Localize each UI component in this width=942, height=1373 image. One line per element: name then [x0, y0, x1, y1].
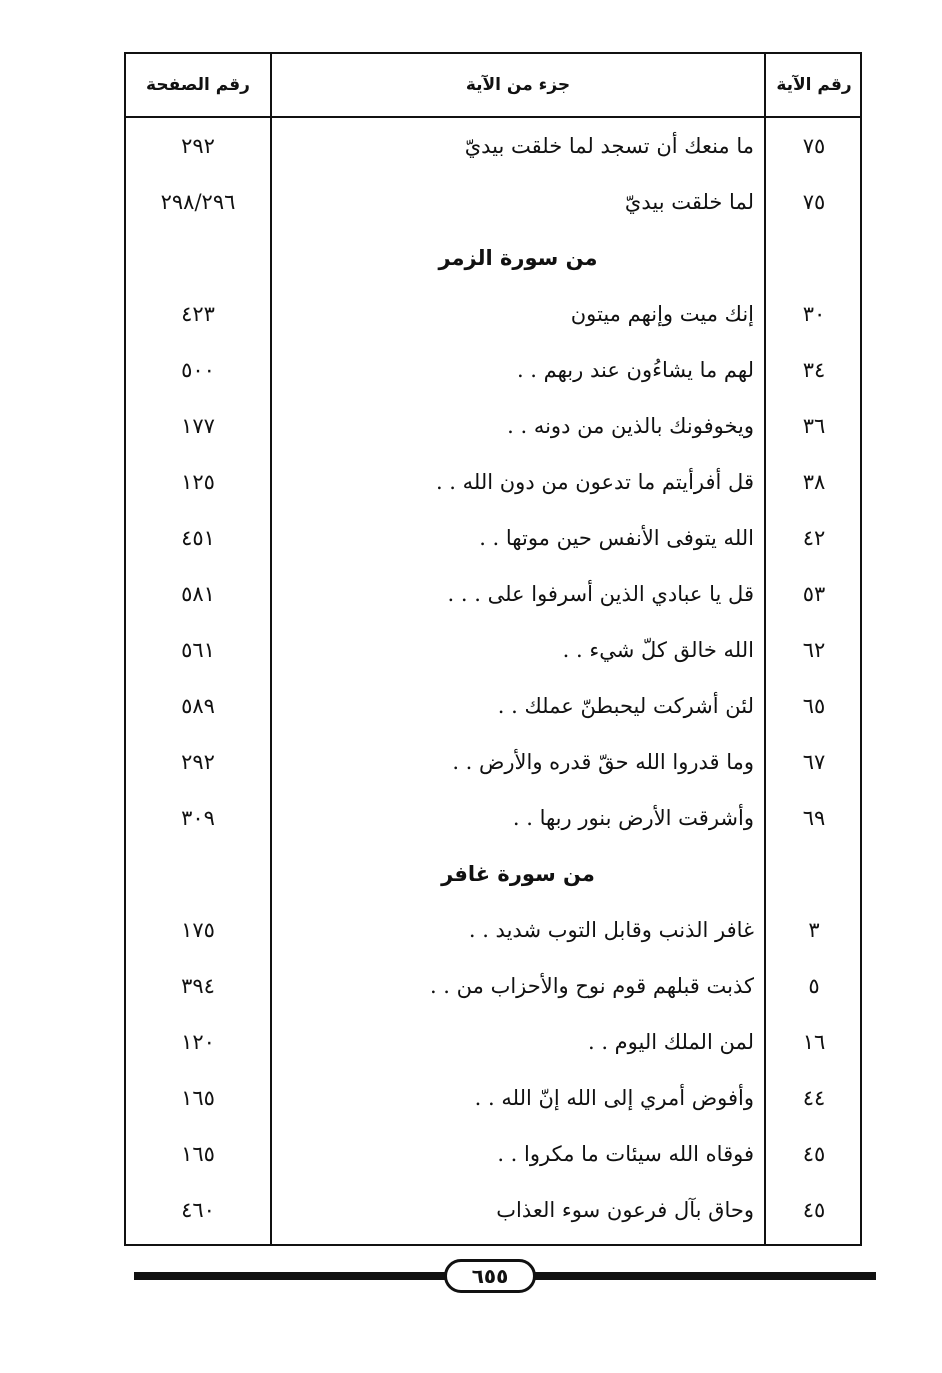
table-row — [126, 174, 860, 230]
page-ref: ١٧٥ — [181, 918, 215, 942]
table-row — [126, 790, 860, 846]
ayah-number: ٦٧ — [802, 750, 826, 774]
ayah-number: ٥٣ — [802, 582, 826, 606]
ayah-text: كذبت قبلهم قوم نوح والأحزاب من . . — [429, 974, 754, 998]
table-row — [126, 622, 860, 678]
table-row — [126, 902, 860, 958]
ayah-number: ٧٥ — [802, 134, 826, 158]
index-table — [124, 52, 862, 1246]
ayah-text: وحاق بآل فرعون سوء العذاب — [496, 1198, 754, 1222]
page-ref: ٥٦١ — [181, 638, 215, 662]
ayah-number: ٦٢ — [802, 638, 826, 662]
ayah-text: وأشرقت الأرض بنور ربها . . — [512, 806, 754, 830]
page-ref: ٢٩٨/٢٩٦ — [160, 190, 236, 214]
table-row — [126, 286, 860, 342]
ayah-number: ١٦ — [802, 1030, 826, 1054]
page-ref: ٥٨٩ — [181, 694, 215, 718]
page-ref: ٤٦٠ — [181, 1198, 215, 1222]
page-ref: ٤٥١ — [181, 526, 215, 550]
ayah-text: وأفوض أمري إلى الله إنّ الله . . — [474, 1086, 754, 1110]
page-ref: ٤٢٣ — [181, 302, 215, 326]
table-row — [126, 566, 860, 622]
page-ref: ٥٠٠ — [181, 358, 215, 382]
ayah-number: ٤٥ — [802, 1142, 826, 1166]
table-row — [126, 398, 860, 454]
surah-heading-row — [126, 846, 860, 902]
table-row — [126, 1070, 860, 1126]
table-row — [126, 1182, 860, 1238]
surah-heading: من سورة الزمر — [438, 246, 598, 270]
ayah-text: إنك ميت وإنهم ميتون — [570, 302, 754, 326]
page-ref: ١٦٥ — [181, 1142, 215, 1166]
table-row — [126, 510, 860, 566]
ayah-text: وما قدروا الله حقّ قدره والأرض . . — [452, 750, 754, 774]
ayah-text: الله يتوفى الأنفس حين موتها . . — [479, 526, 754, 550]
surah-heading: من سورة غافر — [441, 862, 595, 886]
ayah-text: الله خالق كلّ شيء . . — [562, 638, 754, 662]
table-row — [126, 454, 860, 510]
ayah-text: لهم ما يشاءُون عند ربهم . . — [516, 358, 754, 382]
ayah-number: ٦٩ — [802, 806, 826, 830]
ayah-text: لمن الملك اليوم . . — [587, 1030, 754, 1054]
ayah-number: ٣ — [808, 918, 820, 942]
table-row — [126, 678, 860, 734]
ayah-number: ٤٢ — [802, 526, 826, 550]
page-ref: ٢٩٢ — [181, 134, 215, 158]
ayah-text: لما خلقت بيديّ — [624, 190, 754, 214]
page-ref: ١٢٠ — [181, 1030, 215, 1054]
page-number: ٦٥٥ — [444, 1259, 536, 1293]
table-row — [126, 734, 860, 790]
header-ayah-number: رقم الآية — [776, 75, 852, 95]
ayah-number: ٣٨ — [802, 470, 826, 494]
ayah-text: لئن أشركت ليحبطنّ عملك . . — [497, 694, 754, 718]
table-row — [126, 118, 860, 174]
ayah-text: قل أفرأيتم ما تدعون من دون الله . . — [435, 470, 754, 494]
ayah-number: ٣٦ — [802, 414, 826, 438]
page-ref: ٢٩٢ — [181, 750, 215, 774]
ayah-text: قل يا عبادي الذين أسرفوا على . . . — [447, 582, 754, 606]
page-ref: ٥٨١ — [181, 582, 215, 606]
ayah-text: فوقاه الله سيئات ما مكروا . . — [497, 1142, 754, 1166]
table-row — [126, 1126, 860, 1182]
page-ref: ١٧٧ — [181, 414, 215, 438]
table-row — [126, 1014, 860, 1070]
page-ref: ١٦٥ — [181, 1086, 215, 1110]
page-ref: ١٢٥ — [181, 470, 215, 494]
ayah-number: ٧٥ — [802, 190, 826, 214]
ayah-number: ٣٤ — [802, 358, 826, 382]
table-row — [126, 958, 860, 1014]
surah-heading-row — [126, 230, 860, 286]
ayah-number: ٦٥ — [802, 694, 826, 718]
header-page-number: رقم الصفحة — [146, 75, 250, 95]
ayah-text: ويخوفونك بالذين من دونه . . — [507, 414, 754, 438]
table-row — [126, 342, 860, 398]
page-ref: ٣٠٩ — [181, 806, 215, 830]
ayah-number: ٣٠ — [802, 302, 826, 326]
ayah-text: غافر الذنب وقابل التوب شديد . . — [468, 918, 754, 942]
page-ref: ٣٩٤ — [181, 974, 215, 998]
ayah-number: ٥ — [808, 974, 820, 998]
ayah-number: ٤٥ — [802, 1198, 826, 1222]
ayah-number: ٤٤ — [802, 1086, 826, 1110]
ayah-text: ما منعك أن تسجد لما خلقت بيديّ — [464, 134, 754, 158]
header-ayah-part: جزء من الآية — [465, 75, 571, 95]
